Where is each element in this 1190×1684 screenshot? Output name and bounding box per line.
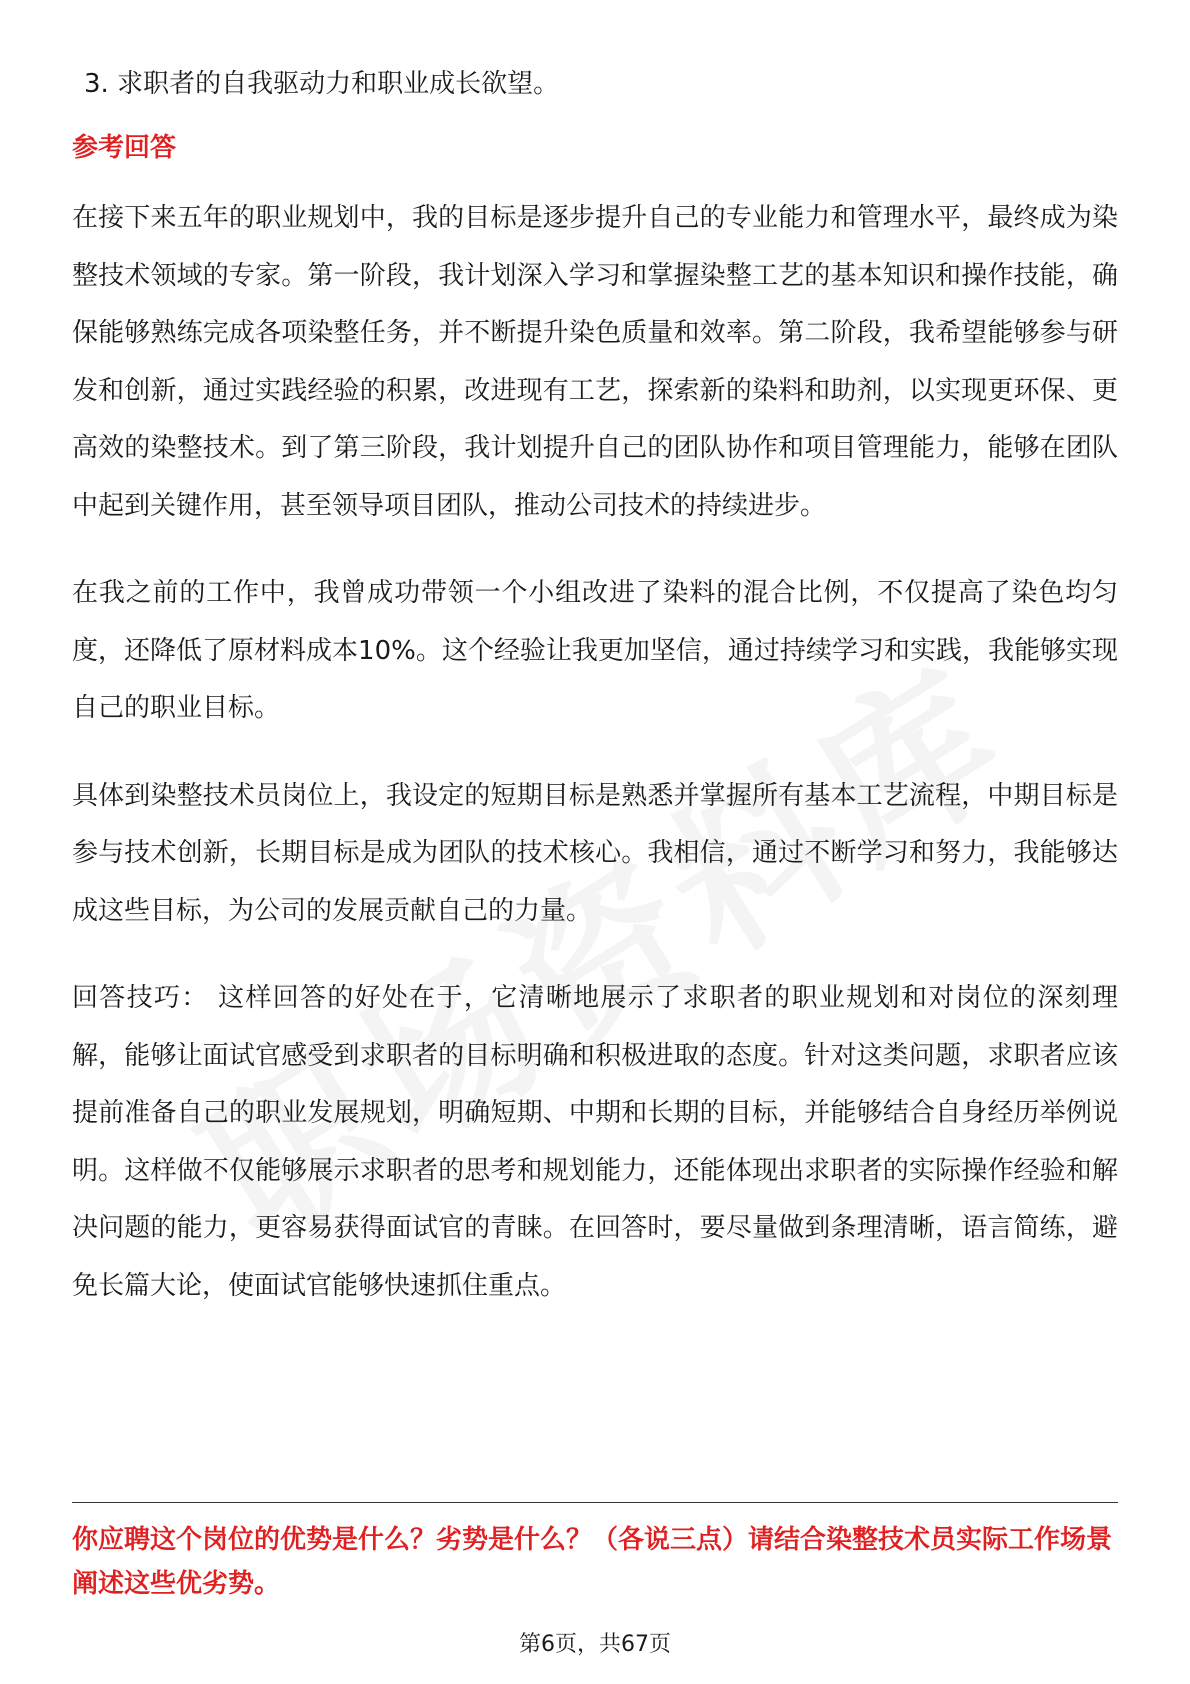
answer-paragraph-1: 在接下来五年的职业规划中，我的目标是逐步提升自己的专业能力和管理水平，最终成为染整技术领域的专家。第一阶段，我计划深入学习和掌握染整工艺的基本知识和操作技能，确保能够熟练完成各项染整任务，并不断提升染色质量和效率。第二阶段，我希望能够参与研发和创新，通过实践经验的积累，改进现有工艺，探索新的染料和助剂，以实现更环保、更高效的染整技术。到了第三阶段，我计划提升自己的团队协作和项目管理能力，能够在团队中起到关键作用，甚至领导项目团队，推动公司技术的持续进步。 [72, 203, 1118, 521]
answer-paragraph-2: 在我之前的工作中，我曾成功带领一个小组改进了染料的混合比例，不仅提高了染色均匀度，还降低了原材料成本10%。这个经验让我更加坚信，通过持续学习和实践，我能够实现自己的职业目标。 [72, 578, 1118, 723]
page-number-footer: 第6页，共67页 [519, 1632, 671, 1657]
section-divider [72, 1502, 1118, 1503]
page-content [72, 62, 1118, 1345]
answer-tips-paragraph: 回答技巧： 这样回答的好处在于，它清晰地展示了求职者的职业规划和对岗位的深刻理解，能够让面试官感受到求职者的目标明确和积极进取的态度。针对这类问题，求职者应该提前准备自己的职业发展规划，明确短期、中期和长期的目标，并能够结合自身经历举例说明。这样做不仅能够展示求职者的思考和规划能力，还能体现出求职者的实际操作经验和解决问题的能力，更容易获得面试官的青睐。在回答时，要尽量做到条理清晰，语言简练，避免长篇大论，使面试官能够快速抓住重点。 [72, 983, 1118, 1301]
answer-paragraph-3: 具体到染整技术员岗位上，我设定的短期目标是熟悉并掌握所有基本工艺流程，中期目标是参与技术创新，长期目标是成为团队的技术核心。我相信，通过不断学习和努力，我能够达成这些目标，为公司的发展贡献自己的力量。 [72, 780, 1118, 926]
reference-answer-heading: 参考回答 [72, 133, 177, 163]
next-question-heading: 你应聘这个岗位的优势是什么？劣势是什么？（各说三点）请结合染整技术员实际工作场景阐述这些优劣势。 [72, 1525, 1113, 1599]
list-item-3: 3. 求职者的自我驱动力和职业成长欲望。 [84, 69, 560, 99]
